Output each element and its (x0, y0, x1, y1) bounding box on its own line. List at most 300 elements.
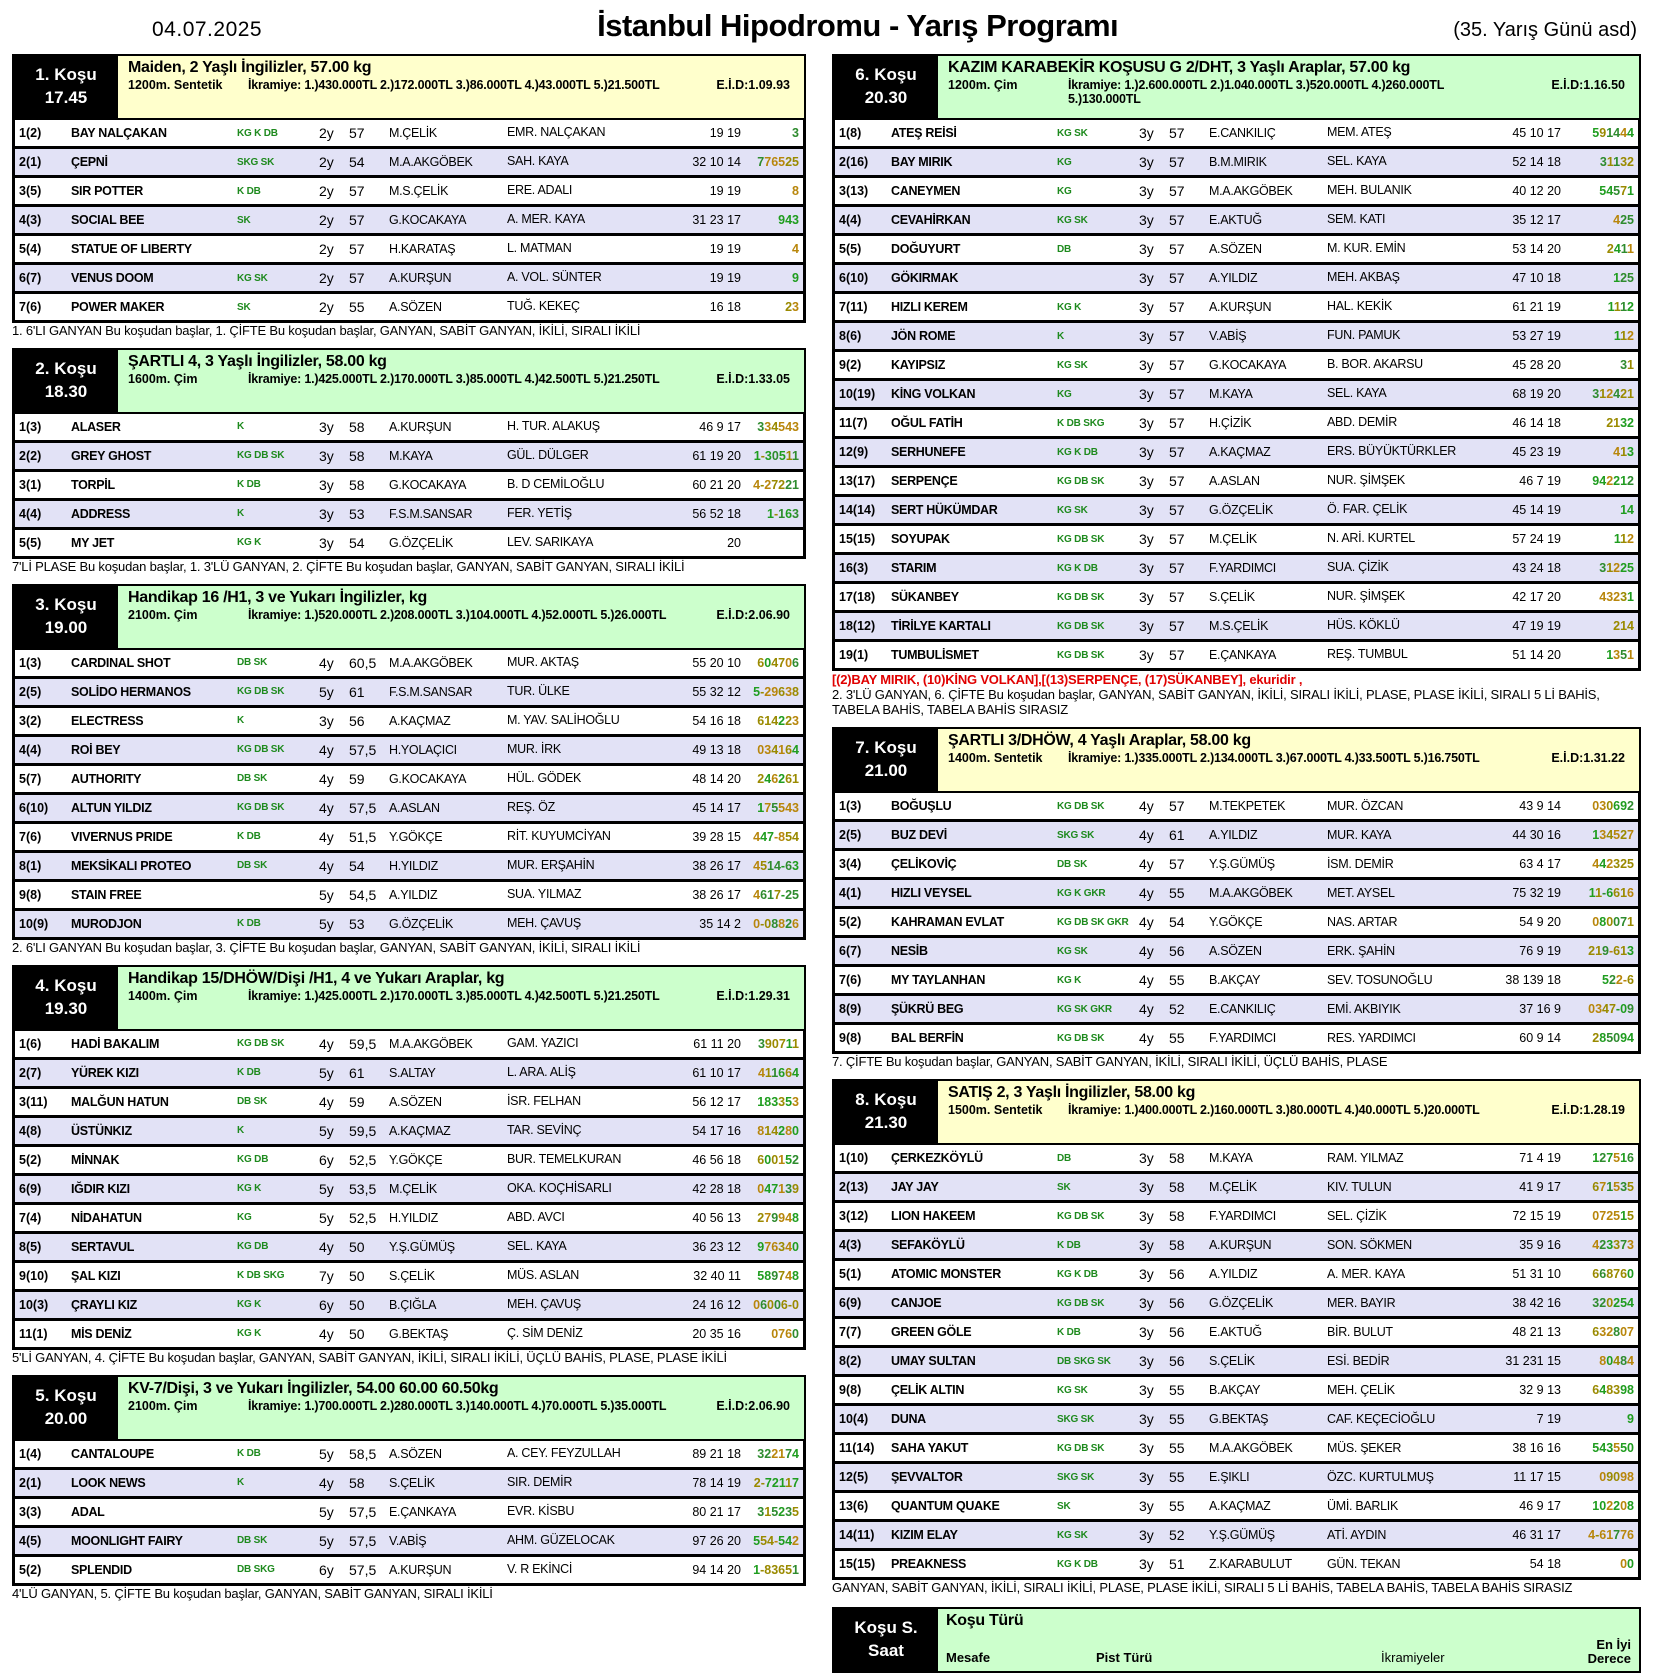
horse-row (15, 1147, 803, 1176)
owner-name: RAM. YILMAZ (1327, 1150, 1404, 1165)
weight: 55 (1169, 1411, 1185, 1428)
weight: 55 (1169, 1498, 1185, 1515)
legend-mesafe: Mesafe (946, 1650, 991, 1666)
horse-row (15, 911, 803, 937)
race-time: 19.00 (44, 617, 88, 637)
program-number: 3(3) (19, 1504, 42, 1519)
form-stats: 42 17 20 (1512, 590, 1561, 604)
horse-age: 3y (1139, 1498, 1154, 1515)
horse-row (15, 443, 803, 472)
race-conditions-title: Maiden, 2 Yaşlı İngilizler, 57.00 kg (128, 59, 372, 76)
horse-age: 3y (1139, 125, 1154, 141)
program-number: 19(1) (839, 648, 869, 662)
horse-row (835, 822, 1638, 851)
owner-name: H. TUR. ALAKUŞ (507, 419, 600, 434)
equipment-codes: KG K (237, 1299, 262, 1311)
owner-name: B. BOR. AKARSU (1327, 357, 1423, 372)
equipment-codes: SKG SK (1057, 1471, 1095, 1483)
horse-row (15, 1060, 803, 1089)
two-column-layout (12, 54, 1641, 1673)
weight: 57 (1169, 212, 1185, 228)
horse-name: SERTAVUL (71, 1239, 135, 1254)
owner-name: MEH. ÇELİK (1327, 1382, 1395, 1397)
jockey-name: G.ÖZÇELİK (1209, 1296, 1273, 1311)
form-stats: 63 4 17 (1519, 857, 1561, 872)
owner-name: İSM. DEMİR (1327, 856, 1394, 871)
form-stats: 61 11 20 (693, 1036, 741, 1051)
program-number: 14(11) (839, 1528, 875, 1543)
program-number: 8(2) (839, 1354, 862, 1369)
owner-name: A. MER. KAYA (1327, 1266, 1405, 1281)
jockey-name: M.ÇELİK (389, 126, 437, 140)
program-number: 5(4) (19, 242, 42, 256)
horse-age: 5y (319, 1503, 334, 1520)
jockey-name: G.ÖZÇELİK (1209, 503, 1273, 517)
race-number-time (14, 967, 118, 1029)
jockey-name: A.YILDIZ (1209, 1267, 1258, 1282)
horse-row (835, 1203, 1638, 1232)
race-number-time (14, 586, 118, 648)
horse-name: BAL BERFİN (891, 1031, 964, 1046)
form-stats: 7 19 (1536, 1412, 1561, 1427)
form-stats: 71 4 19 (1519, 1151, 1561, 1166)
handicap-points: 175543 (757, 800, 799, 815)
weight: 57 (1169, 415, 1185, 431)
equipment-codes: KG K DB (1057, 562, 1098, 574)
horse-age: 3y (1139, 473, 1154, 489)
race-subheader (948, 751, 1631, 765)
owner-name: MEH. BULANIK (1327, 183, 1412, 198)
race-6-horse-table (832, 120, 1641, 671)
horse-name: TORPİL (71, 477, 115, 492)
weight: 57 (1169, 357, 1185, 373)
betting-options-footer: 2. 6'LI GANYAN Bu koşudan başlar, 3. ÇİFTE Bu koşudan başlar, GANYAN, SABİT GANYAN, İKİLİ, SIRALI İKİLİ (12, 939, 641, 955)
betting-options-footer: 7. ÇİFTE Bu koşudan başlar, GANYAN, SABİT GANYAN, İKİLİ, SIRALI İKİLİ, ÜÇLÜ BAHİS, PLASE (832, 1054, 1388, 1070)
horse-row (15, 824, 803, 853)
race-2-horse-table (12, 414, 806, 559)
owner-name: GÜL. DÜLGER (507, 448, 589, 463)
program-number: 6(7) (19, 271, 42, 285)
owner-name: SEL. KAYA (1327, 154, 1387, 169)
weight: 51,5 (349, 828, 377, 845)
race-best-time: E.İ.D:2.06.90 (716, 1398, 790, 1413)
betting-options-footer: 7'Lİ PLASE Bu koşudan başlar, 1. 3'LÜ GANYAN, 2. ÇİFTE Bu koşudan başlar, GANYAN, SABİT GANYAN, SIRALI İKİLİ (12, 558, 685, 574)
horse-row (835, 1551, 1638, 1577)
race-3-block (12, 584, 806, 956)
horse-row (835, 851, 1638, 880)
program-number: 2(1) (19, 155, 42, 169)
owner-name: MUR. ÖZCAN (1327, 798, 1404, 813)
form-stats: 46 9 17 (699, 419, 741, 434)
program-number: 2(7) (19, 1065, 42, 1080)
handicap-points: 1-83651 (753, 1562, 799, 1577)
equipment-codes: KG DB SK (237, 686, 285, 698)
horse-age: 3y (1139, 1469, 1154, 1486)
owner-name: EMİ. AKBIYIK (1327, 1001, 1401, 1016)
program-number: 9(2) (839, 358, 862, 372)
equipment-codes: KG SK (1057, 1384, 1088, 1396)
equipment-codes: K (237, 1477, 245, 1489)
owner-name: MEM. ATEŞ (1327, 125, 1392, 140)
horse-age: 4y (1139, 914, 1154, 931)
owner-name: SEL. KAYA (507, 1239, 567, 1254)
handicap-points: 442325 (1592, 857, 1634, 872)
program-number: 6(9) (19, 1181, 42, 1196)
horse-name: GREY GHOST (71, 448, 152, 463)
race-5-header (12, 1375, 806, 1441)
race-conditions-title: Handikap 16 /H1, 3 ve Yukarı İngilizler, kg (128, 588, 427, 606)
program-number: 7(6) (19, 300, 42, 314)
equipment-codes: KG DB SK (1057, 1442, 1105, 1454)
jockey-name: Y.Ş.GÜMÜŞ (389, 1239, 455, 1254)
horse-age: 5y (319, 1180, 334, 1197)
owner-name: MEH. ÇAVUŞ (507, 916, 581, 931)
race-subheader (948, 78, 1631, 106)
handicap-points: 671535 (1592, 1180, 1634, 1195)
form-stats: 44 30 16 (1512, 828, 1561, 843)
owner-name: M. YAV. SALİHOĞLU (507, 713, 620, 728)
jockey-name: G.KOCAKAYA (389, 213, 467, 227)
program-number: 2(1) (19, 1475, 42, 1490)
program-number: 7(4) (19, 1210, 42, 1225)
jockey-name: A.SÖZEN (1209, 242, 1262, 256)
equipment-codes: KG DB SK (1057, 591, 1105, 603)
equipment-codes: KG K DB (1057, 1268, 1098, 1280)
race-7-block (832, 727, 1641, 1070)
owner-name: ESİ. BEDİR (1327, 1353, 1390, 1368)
page-title: İstanbul Hipodromu - Yarış Programı (597, 8, 1119, 43)
jockey-name: B.AKÇAY (1209, 973, 1261, 988)
equipment-codes: KG DB (237, 1241, 269, 1253)
horse-name: BAY MIRIK (891, 155, 953, 169)
handicap-points: 1351 (1606, 648, 1634, 662)
equipment-codes: KG DB SK (237, 744, 285, 756)
form-stats: 61 19 20 (692, 448, 741, 463)
jockey-name: M.A.AKGÖBEK (1209, 184, 1293, 198)
horse-name: GÖKIRMAK (891, 271, 959, 285)
horse-row (835, 497, 1638, 526)
horse-name: DOĞUYURT (891, 242, 961, 256)
owner-name: SEL. ÇİZİK (1327, 1208, 1387, 1223)
weight: 57 (1169, 618, 1185, 634)
horse-name: LION HAKEEM (891, 1209, 976, 1224)
owner-name: CAF. KEÇECİOĞLU (1327, 1411, 1436, 1426)
race-best-time: E.İ.D:1.29.31 (716, 988, 790, 1003)
jockey-name: S.ALTAY (389, 1065, 436, 1080)
form-stats: 45 14 19 (1512, 503, 1561, 517)
weight: 59 (349, 770, 365, 787)
horse-name: DUNA (891, 1412, 926, 1427)
program-number: 10(9) (19, 916, 49, 931)
horse-row (835, 1406, 1638, 1435)
handicap-points: 411664 (757, 1065, 799, 1080)
handicap-points: 9 (1627, 1412, 1634, 1427)
horse-row (835, 1025, 1638, 1051)
horse-age: 5y (319, 1122, 334, 1139)
horse-row (835, 381, 1638, 410)
weight: 57 (1169, 473, 1185, 489)
owner-name: ERK. ŞAHİN (1327, 943, 1395, 958)
horse-row (835, 207, 1638, 236)
horse-row (15, 1205, 803, 1234)
weight: 57 (1169, 299, 1185, 315)
race-distance-surface: 1500m. Sentetik (948, 1103, 1043, 1118)
jockey-name: F.YARDIMCI (1209, 1209, 1276, 1224)
horse-name: SIR POTTER (71, 184, 144, 198)
race-conditions-title: KV-7/Dişi, 3 ve Yukarı İngilizler, 54.00 60.00 60.50kg (128, 1379, 499, 1397)
horse-name: YÜREK KIZI (71, 1065, 139, 1080)
handicap-points: 125 (1613, 271, 1634, 285)
handicap-points: 322174 (757, 1446, 799, 1461)
handicap-points: 2132 (1606, 416, 1634, 430)
equipment-codes: KG DB SK (1057, 649, 1105, 661)
horse-age: 6y (319, 1296, 334, 1313)
horse-row (15, 178, 803, 207)
program-number: 5(1) (839, 1267, 862, 1282)
program-number: 5(2) (19, 1562, 42, 1577)
handicap-points: 423373 (1592, 1238, 1634, 1253)
handicap-points: 589748 (757, 1268, 799, 1283)
equipment-codes: K DB (237, 831, 261, 843)
jockey-name: A.SÖZEN (389, 1446, 442, 1461)
race-number-time (14, 1377, 118, 1439)
horse-name: ALTUN YILDIZ (71, 800, 152, 815)
weight: 57 (1169, 856, 1185, 873)
form-stats: 60 9 14 (1519, 1031, 1561, 1046)
race-subheader (128, 1399, 796, 1413)
form-stats: 31 231 15 (1505, 1354, 1561, 1369)
form-stats: 20 35 16 (692, 1326, 741, 1341)
equipment-codes: KG DB SK (237, 802, 285, 814)
horse-age: 7y (319, 1267, 334, 1284)
handicap-points: 279948 (757, 1210, 799, 1225)
horse-name: SERT HÜKÜMDAR (891, 503, 998, 517)
owner-name: REŞ. TUMBUL (1327, 647, 1408, 662)
program-number: 2(5) (839, 828, 862, 843)
equipment-codes: KG K (1057, 301, 1082, 313)
race-6-block (832, 54, 1641, 718)
horse-age: 3y (1139, 1382, 1154, 1399)
form-stats: 19 19 (709, 126, 741, 140)
handicap-points: 447-854 (753, 829, 799, 844)
equipment-codes: SK (237, 214, 251, 226)
horse-row (15, 1234, 803, 1263)
horse-name: CANJOE (891, 1296, 942, 1311)
program-number: 7(6) (19, 829, 42, 844)
weight: 57 (349, 241, 365, 257)
left-column (12, 54, 806, 1611)
jockey-name: S.ÇELİK (1209, 1354, 1255, 1369)
jockey-name: B.AKÇAY (1209, 1383, 1261, 1398)
horse-age: 5y (319, 1532, 334, 1549)
horse-age: 3y (1139, 589, 1154, 605)
owner-name: MEH. AKBAŞ (1327, 270, 1400, 285)
horse-name: MEKSİKALI PROTEO (71, 858, 192, 873)
form-stats: 60 21 20 (692, 477, 741, 492)
weight: 59 (349, 1093, 365, 1110)
jockey-name: A.SÖZEN (1209, 944, 1262, 959)
race-banner (118, 56, 804, 118)
handicap-points: 54571 (1599, 184, 1634, 198)
jockey-name: A.KURŞUN (1209, 300, 1272, 314)
horse-row (835, 880, 1638, 909)
jockey-name: H.ÇİZİK (1209, 416, 1252, 430)
program-number: 1(8) (839, 126, 862, 140)
handicap-points: 183353 (757, 1094, 799, 1109)
race-subheader (128, 989, 796, 1003)
owner-name: A. CEY. FEYZULLAH (507, 1446, 621, 1461)
race-time: 20.30 (864, 88, 908, 107)
equipment-codes: DB SKG SK (1057, 1355, 1111, 1367)
weight: 50 (349, 1238, 365, 1255)
horse-row (835, 1348, 1638, 1377)
weight: 54,5 (349, 886, 377, 903)
horse-age: 6y (319, 1561, 334, 1578)
legend-ikramiyeler: İkramiyeler (1381, 1650, 1445, 1666)
owner-name: HAL. KEKİK (1327, 299, 1393, 314)
race-8-header (832, 1079, 1641, 1145)
program-number: 10(4) (839, 1412, 869, 1427)
race-7-header (832, 727, 1641, 793)
jockey-name: Y.Ş.GÜMÜŞ (1209, 1528, 1275, 1543)
race-1-header (12, 54, 806, 120)
horse-row (15, 795, 803, 824)
handicap-points: 06006-0 (753, 1297, 799, 1312)
form-stats: 46 31 17 (1512, 1528, 1561, 1543)
legend-columns-row (946, 1638, 1631, 1665)
race-time: 21.00 (864, 761, 908, 781)
form-stats: 97 26 20 (692, 1533, 741, 1548)
horse-name: UMAY SULTAN (891, 1354, 976, 1369)
handicap-points: 09098 (1599, 1470, 1634, 1485)
jockey-name: B.ÇIĞLA (389, 1297, 437, 1312)
program-number: 8(9) (839, 1002, 862, 1017)
race-2-block (12, 348, 806, 575)
horse-name: KAYIPSIZ (891, 358, 946, 372)
horse-name: MİS DENİZ (71, 1326, 132, 1341)
jockey-name: A.ASLAN (1209, 474, 1260, 488)
race-banner (118, 350, 804, 412)
owner-name: MEH. ÇAVUŞ (507, 1297, 581, 1312)
weight: 57 (1169, 154, 1185, 170)
horse-name: ADAL (71, 1504, 105, 1519)
race-number-label: 7. Koşu (855, 738, 917, 758)
weight: 56 (1169, 1295, 1185, 1312)
owner-name: ATİ. AYDIN (1327, 1527, 1387, 1542)
handicap-points: 31 (1620, 358, 1634, 372)
horse-name: JÖN ROME (891, 329, 956, 343)
form-stats: 38 16 16 (1512, 1441, 1561, 1456)
horse-row (15, 1031, 803, 1060)
horse-age: 4y (1139, 972, 1154, 989)
horse-age: 6y (319, 1151, 334, 1168)
handicap-points: 034164 (757, 742, 799, 757)
owner-name: SEV. TOSUNOĞLU (1327, 972, 1433, 987)
horse-name: SAHA YAKUT (891, 1441, 969, 1456)
owner-name: FER. YETİŞ (507, 506, 572, 521)
equipment-codes: SK (1057, 1500, 1071, 1512)
equipment-codes: DB SK (237, 657, 268, 669)
program-number: 6(10) (19, 800, 49, 815)
weight: 54 (1169, 914, 1185, 931)
form-stats: 49 13 18 (692, 742, 741, 757)
owner-name: MUR. İRK (507, 742, 561, 757)
race-5-horse-table (12, 1441, 806, 1586)
jockey-name: A.SÖZEN (389, 300, 442, 314)
race-conditions-title: KAZIM KARABEKİR KOŞUSU G 2/DHT, 3 Yaşlı Araplar, 57.00 kg (948, 59, 1411, 76)
horse-age: 3y (319, 505, 334, 522)
form-stats: 43 24 18 (1512, 561, 1561, 575)
horse-row (835, 178, 1638, 207)
form-stats: 43 9 14 (1519, 799, 1561, 814)
race-time: 20.00 (44, 1408, 88, 1428)
owner-name: Ç. SİM DENİZ (507, 1326, 583, 1341)
weight: 54 (349, 857, 365, 874)
handicap-points: 0-08826 (753, 916, 799, 931)
program-number: 12(5) (839, 1470, 869, 1485)
horse-name: AUTHORITY (71, 771, 142, 786)
weight: 57,5 (349, 1561, 377, 1578)
horse-age: 3y (319, 712, 334, 729)
program-number: 4(5) (19, 1533, 42, 1548)
race-time: 17.45 (44, 88, 88, 107)
horse-name: ALASER (71, 419, 121, 434)
handicap-points: 0760 (771, 1326, 799, 1341)
horse-age: 3y (1139, 415, 1154, 431)
owner-name: GÜN. TEKAN (1327, 1556, 1401, 1571)
weight: 57 (1169, 183, 1185, 199)
horse-row (15, 265, 803, 294)
handicap-points: 543550 (1592, 1441, 1634, 1456)
owner-name: ÖZC. KURTULMUŞ (1327, 1469, 1434, 1484)
horse-name: MY JET (71, 535, 115, 550)
jockey-name: A.SÖZEN (389, 1094, 442, 1109)
horse-age: 3y (1139, 1440, 1154, 1457)
form-stats: 78 14 19 (692, 1475, 741, 1490)
horse-age: 3y (1139, 1150, 1154, 1167)
horse-age: 3y (1139, 647, 1154, 663)
equipment-codes: K DB (237, 1067, 261, 1079)
horse-name: CARDINAL SHOT (71, 655, 171, 670)
weight: 60,5 (349, 654, 377, 671)
horse-age: 3y (1139, 1295, 1154, 1312)
handicap-points: 648398 (1592, 1383, 1634, 1398)
race-distance-surface: 2100m. Çim (128, 607, 198, 622)
horse-row (835, 1290, 1638, 1319)
horse-row (15, 1176, 803, 1205)
horse-name: QUANTUM QUAKE (891, 1499, 1000, 1514)
program-number: 11(14) (839, 1441, 875, 1456)
horse-row (15, 853, 803, 882)
form-stats: 46 7 19 (1519, 474, 1561, 488)
horse-row (15, 501, 803, 530)
program-number: 4(4) (19, 506, 42, 521)
jockey-name: A.YILDIZ (1209, 828, 1258, 843)
handicap-points: 614223 (757, 713, 799, 728)
form-stats: 94 14 20 (692, 1562, 741, 1577)
horse-name: MOONLIGHT FAIRY (71, 1533, 183, 1548)
jockey-name: E.ÇANKAYA (1209, 648, 1276, 662)
horse-row (15, 149, 803, 178)
handicap-points: 31225 (1599, 561, 1634, 575)
race-distance-surface: 2100m. Çim (128, 1398, 198, 1413)
jockey-name: A.ASLAN (389, 800, 440, 815)
horse-age: 3y (1139, 1411, 1154, 1428)
horse-name: BUZ DEVİ (891, 828, 947, 843)
jockey-name: M.A.AKGÖBEK (389, 1036, 473, 1051)
equipment-codes: K DB (237, 479, 261, 491)
horse-age: 4y (1139, 885, 1154, 902)
